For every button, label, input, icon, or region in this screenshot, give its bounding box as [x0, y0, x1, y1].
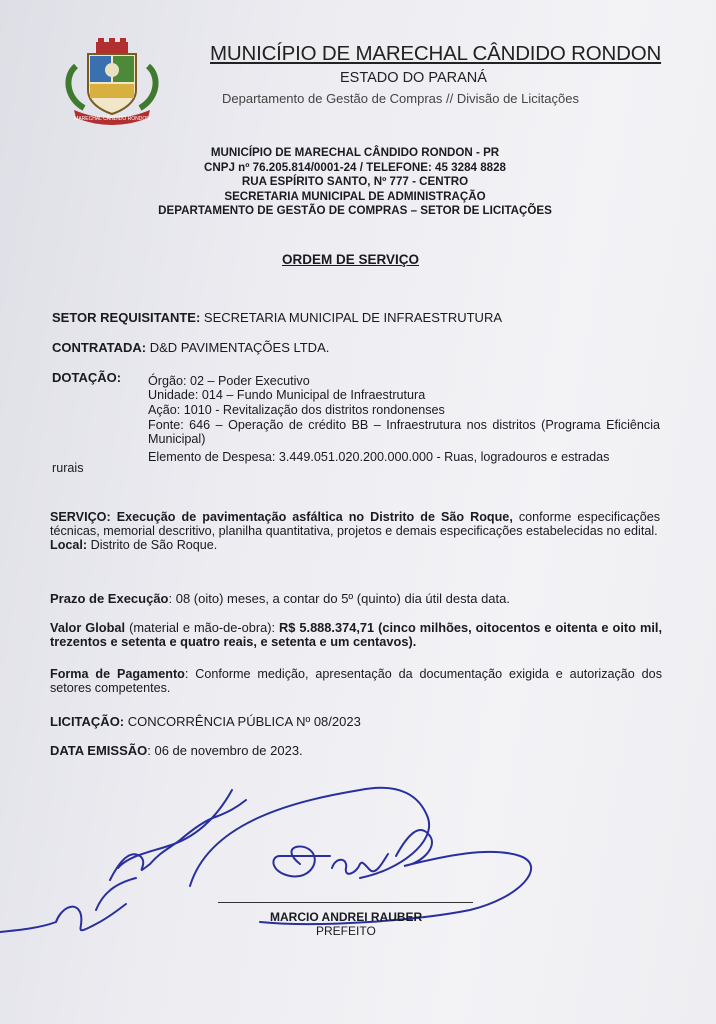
local-label: Local: [50, 538, 88, 552]
licitacao-label: LICITAÇÃO: [50, 714, 125, 729]
servico-label: SERVIÇO: [50, 510, 111, 524]
valor-mid: (material e mão-de-obra): [125, 620, 280, 635]
valor-bold: R$ 5.888.374,71 (cinco milhões, oitocentos e oitenta e oito mil, trezentos e setenta e quatro reais, e setenta e um centavos). [50, 620, 662, 649]
contratada-value: D&D PAVIMENTAÇÕES LTDA. [146, 340, 330, 355]
data-label: DATA EMISSÃO [50, 743, 148, 758]
licitacao-value: CONCORRÊNCIA PÚBLICA Nº 08/2023 [124, 714, 361, 729]
setor-requisitante [52, 310, 502, 325]
dotacao-orgao: Órgão: 02 – Poder Executivo [148, 374, 310, 388]
servico-paragraph [50, 510, 660, 552]
dotacao-elemento: Elemento de Despesa: 3.449.051.020.200.000.000 - Ruas, logradouros e estradas [148, 450, 610, 464]
dotacao-acao: Ação: 1010 - Revitalização dos distritos rondonenses [148, 403, 445, 417]
contratada-label: CONTRATADA: [52, 340, 147, 355]
dotacao-label: DOTAÇÃO: [52, 370, 122, 385]
signatory-name: MARCIO ANDREI RAUBER [270, 910, 423, 924]
prazo-value: : 08 (oito) meses, a contar do 5º (quinto) dia útil desta data. [168, 591, 510, 606]
contratada [52, 340, 329, 355]
signature-line [218, 902, 473, 903]
dotacao-elemento-cont: rurais [52, 461, 84, 475]
org-line: SECRETARIA MUNICIPAL DE ADMINISTRAÇÃO [224, 189, 486, 203]
signatory-role: PREFEITO [316, 924, 376, 938]
org-line: CNPJ nº 76.205.814/0001-24 / TELEFONE: 45 3284 8828 [204, 160, 506, 174]
organization-block [130, 146, 580, 219]
servico-bold: Execução de pavimentação asfáltica no Distrito de São Roque, [110, 510, 513, 524]
document-title: ORDEM DE SERVIÇO [282, 252, 420, 267]
setor-label: SETOR REQUISITANTE: [52, 310, 201, 325]
licitacao [50, 714, 361, 729]
valor-global [50, 621, 662, 649]
municipality-title: MUNICÍPIO DE MARECHAL CÂNDIDO RONDON [210, 42, 662, 65]
prazo-label: Prazo de Execução [50, 591, 169, 606]
setor-value: SECRETARIA MUNICIPAL DE INFRAESTRUTURA [200, 310, 502, 325]
department-name: Departamento de Gestão de Compras // Divisão de Licitações [222, 91, 579, 106]
dotacao-fonte: Fonte: 646 – Operação de crédito BB – Infraestrutura nos distritos (Programa Eficiência Municipal) [148, 418, 660, 447]
org-line: MUNICÍPIO DE MARECHAL CÂNDIDO RONDON - PR [210, 146, 500, 159]
data-emissao [50, 743, 303, 758]
valor-label: Valor Global [50, 620, 126, 635]
prazo-execucao [50, 591, 510, 606]
org-line: RUA ESPÍRITO SANTO, Nº 777 - CENTRO [241, 175, 469, 188]
pagamento-value: : Conforme medição, apresentação da documentação exigida e autorização dos setores competentes. [50, 667, 662, 695]
data-value: : 06 de novembro de 2023. [147, 743, 303, 758]
servico-rest: conforme especificações técnicas, memorial descritivo, planilha quantitativa, projetos e demais especificações estabelecidas no edital. [50, 510, 660, 538]
local-value: Distrito de São Roque. [87, 538, 218, 552]
org-line: DEPARTAMENTO DE GESTÃO DE COMPRAS – SETOR DE LICITAÇÕES [158, 204, 552, 217]
municipal-crest-icon [62, 36, 162, 128]
forma-pagamento [50, 667, 662, 695]
dotacao-unidade: Unidade: 014 – Fundo Municipal de Infraestrutura [148, 388, 426, 402]
pagamento-label: Forma de Pagamento [50, 667, 185, 681]
crest-motto: MARECHAL CÂNDIDO RONDON [74, 116, 150, 122]
state-name: ESTADO DO PARANÁ [340, 70, 487, 86]
